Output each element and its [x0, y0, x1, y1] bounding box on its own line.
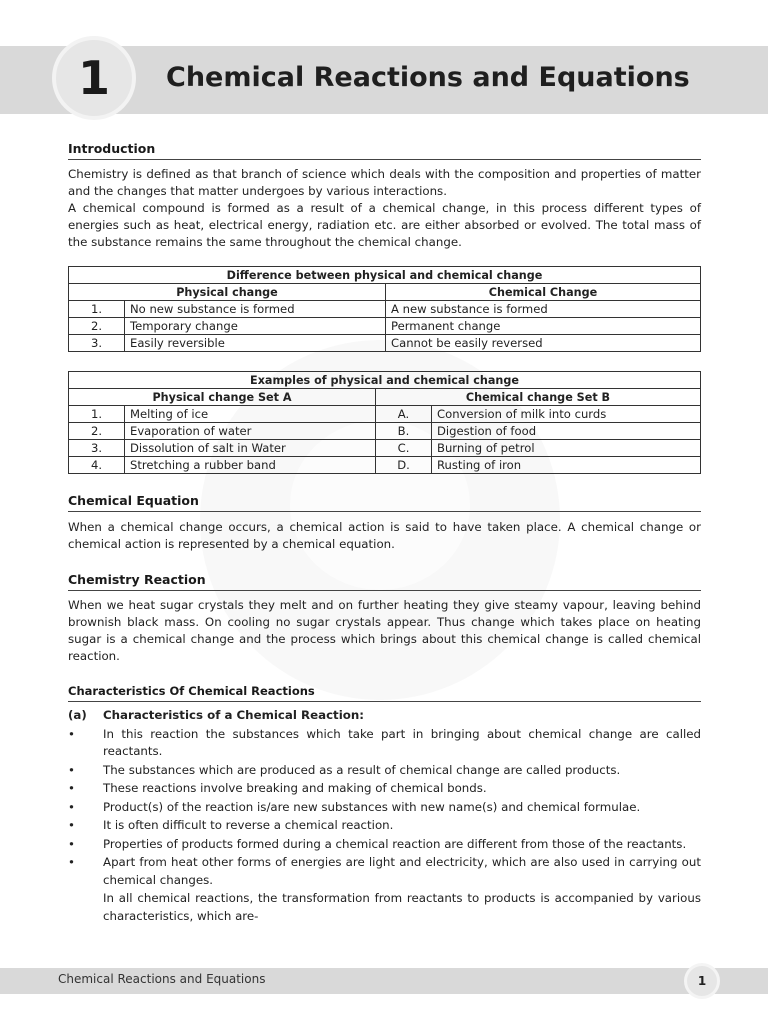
physical-cell: Dissolution of salt in Water	[125, 440, 376, 457]
bullet-icon: •	[68, 781, 75, 795]
chapter-title: Chemical Reactions and Equations	[166, 62, 690, 93]
row-number: 3.	[69, 440, 125, 457]
row-number: 1.	[69, 301, 125, 318]
row-letter: A.	[376, 406, 432, 423]
difference-col-chemical: Chemical Change	[386, 284, 701, 301]
bullet-icon: •	[68, 762, 75, 777]
list-item-text: It is often difficult to reverse a chemical reaction.	[103, 818, 394, 832]
characteristics-list	[68, 707, 701, 926]
examples-table-title: Examples of physical and chemical change	[69, 372, 701, 389]
physical-cell: Melting of ice	[125, 406, 376, 423]
physical-cell: Temporary change	[125, 318, 386, 335]
row-number: 3.	[69, 335, 125, 352]
row-letter: D.	[376, 457, 432, 474]
introduction-heading: Introduction	[68, 141, 701, 160]
table-title-row	[69, 372, 701, 389]
table-row	[69, 457, 701, 474]
physical-cell: Evaporation of water	[125, 423, 376, 440]
table-row	[69, 406, 701, 423]
list-item	[68, 854, 701, 889]
introduction-para-2: A chemical compound is formed as a result of a chemical change, in this process different types of energies such as heat, electrical energy, radiation etc. are either absorbed or evolved. The total mass of the substance remains the same throughout the chemical change.	[68, 200, 701, 249]
row-letter: C.	[376, 440, 432, 457]
page-number: 1	[684, 963, 720, 999]
table-header-row	[69, 389, 701, 406]
chemistry-reaction-text: When we heat sugar crystals they melt and on further heating they give steamy vapour, leaving behind brownish black mass. On cooling no sugar crystals appear. Thus change which takes place on heating sugar is a chemical change and the process which brings about this chemical change is called chemical reaction.	[68, 598, 701, 663]
chemical-cell: Digestion of food	[432, 423, 701, 440]
list-item-text: Properties of products formed during a chemical reaction are different from those of the reactants.	[103, 836, 687, 851]
chemical-cell: Permanent change	[386, 318, 701, 335]
list-item	[68, 762, 701, 780]
list-item-text: The substances which are produced as a result of chemical change are called products.	[103, 762, 621, 777]
introduction-text	[68, 166, 701, 251]
row-number: 2.	[69, 423, 125, 440]
difference-table	[68, 266, 701, 352]
table-row	[69, 318, 701, 335]
chemical-cell: Cannot be easily reversed	[386, 335, 701, 352]
table-row	[69, 335, 701, 352]
examples-col-physical: Physical change Set A	[69, 389, 376, 406]
chemical-cell: Rusting of iron	[432, 457, 701, 474]
characteristics-heading: Characteristics Of Chemical Reactions	[68, 684, 701, 702]
list-item-text: In this reaction the substances which take part in bringing about chemical change are called reactants.	[103, 726, 701, 758]
list-item	[68, 799, 701, 817]
examples-table	[68, 371, 701, 474]
physical-cell: Stretching a rubber band	[125, 457, 376, 474]
bullet-icon: •	[68, 836, 75, 851]
row-number: 2.	[69, 318, 125, 335]
closing-text: In all chemical reactions, the transformation from reactants to products is accompanied by various characteristics, which are-	[103, 891, 701, 923]
difference-table-title: Difference between physical and chemical change	[69, 267, 701, 284]
table-row	[69, 440, 701, 457]
footer-title: Chemical Reactions and Equations	[58, 972, 266, 986]
table-title-row	[69, 267, 701, 284]
chapter-number: 1	[52, 36, 136, 120]
bullet-icon: •	[68, 726, 75, 741]
list-item-text: Product(s) of the reaction is/are new substances with new name(s) and chemical formulae.	[103, 799, 641, 814]
sub-marker: (a)	[68, 708, 87, 722]
list-item	[68, 817, 701, 835]
list-item-text: Apart from heat other forms of energies are light and electricity, which are also used in carrying out chemical changes.	[103, 855, 701, 887]
row-number: 4.	[69, 457, 125, 474]
physical-cell: No new substance is formed	[125, 301, 386, 318]
list-item	[68, 836, 701, 854]
bullet-icon: •	[68, 818, 75, 832]
examples-col-chemical: Chemical change Set B	[376, 389, 701, 406]
sub-heading: Characteristics of a Chemical Reaction:	[103, 708, 364, 722]
chemical-cell: A new substance is formed	[386, 301, 701, 318]
table-row	[69, 423, 701, 440]
list-item	[68, 780, 701, 798]
chemical-equation-heading: Chemical Equation	[68, 493, 701, 512]
row-letter: B.	[376, 423, 432, 440]
table-row	[69, 301, 701, 318]
list-item	[68, 726, 701, 761]
list-item-text: These reactions involve breaking and making of chemical bonds.	[103, 781, 487, 795]
introduction-para-1: Chemistry is defined as that branch of science which deals with the composition and properties of matter and the changes that matter undergoes by various interactions.	[68, 167, 701, 198]
chemistry-reaction-heading: Chemistry Reaction	[68, 572, 701, 591]
chemical-equation-text: When a chemical change occurs, a chemical action is said to have taken place. A chemical change or chemical action is represented by a chemical equation.	[68, 520, 701, 551]
physical-cell: Easily reversible	[125, 335, 386, 352]
chemical-cell: Conversion of milk into curds	[432, 406, 701, 423]
difference-col-physical: Physical change	[69, 284, 386, 301]
table-header-row	[69, 284, 701, 301]
closing-row	[68, 890, 701, 925]
bullet-icon: •	[68, 799, 75, 814]
row-number: 1.	[69, 406, 125, 423]
chemical-cell: Burning of petrol	[432, 440, 701, 457]
characteristics-subheading-row	[68, 707, 701, 725]
bullet-icon: •	[68, 855, 75, 869]
